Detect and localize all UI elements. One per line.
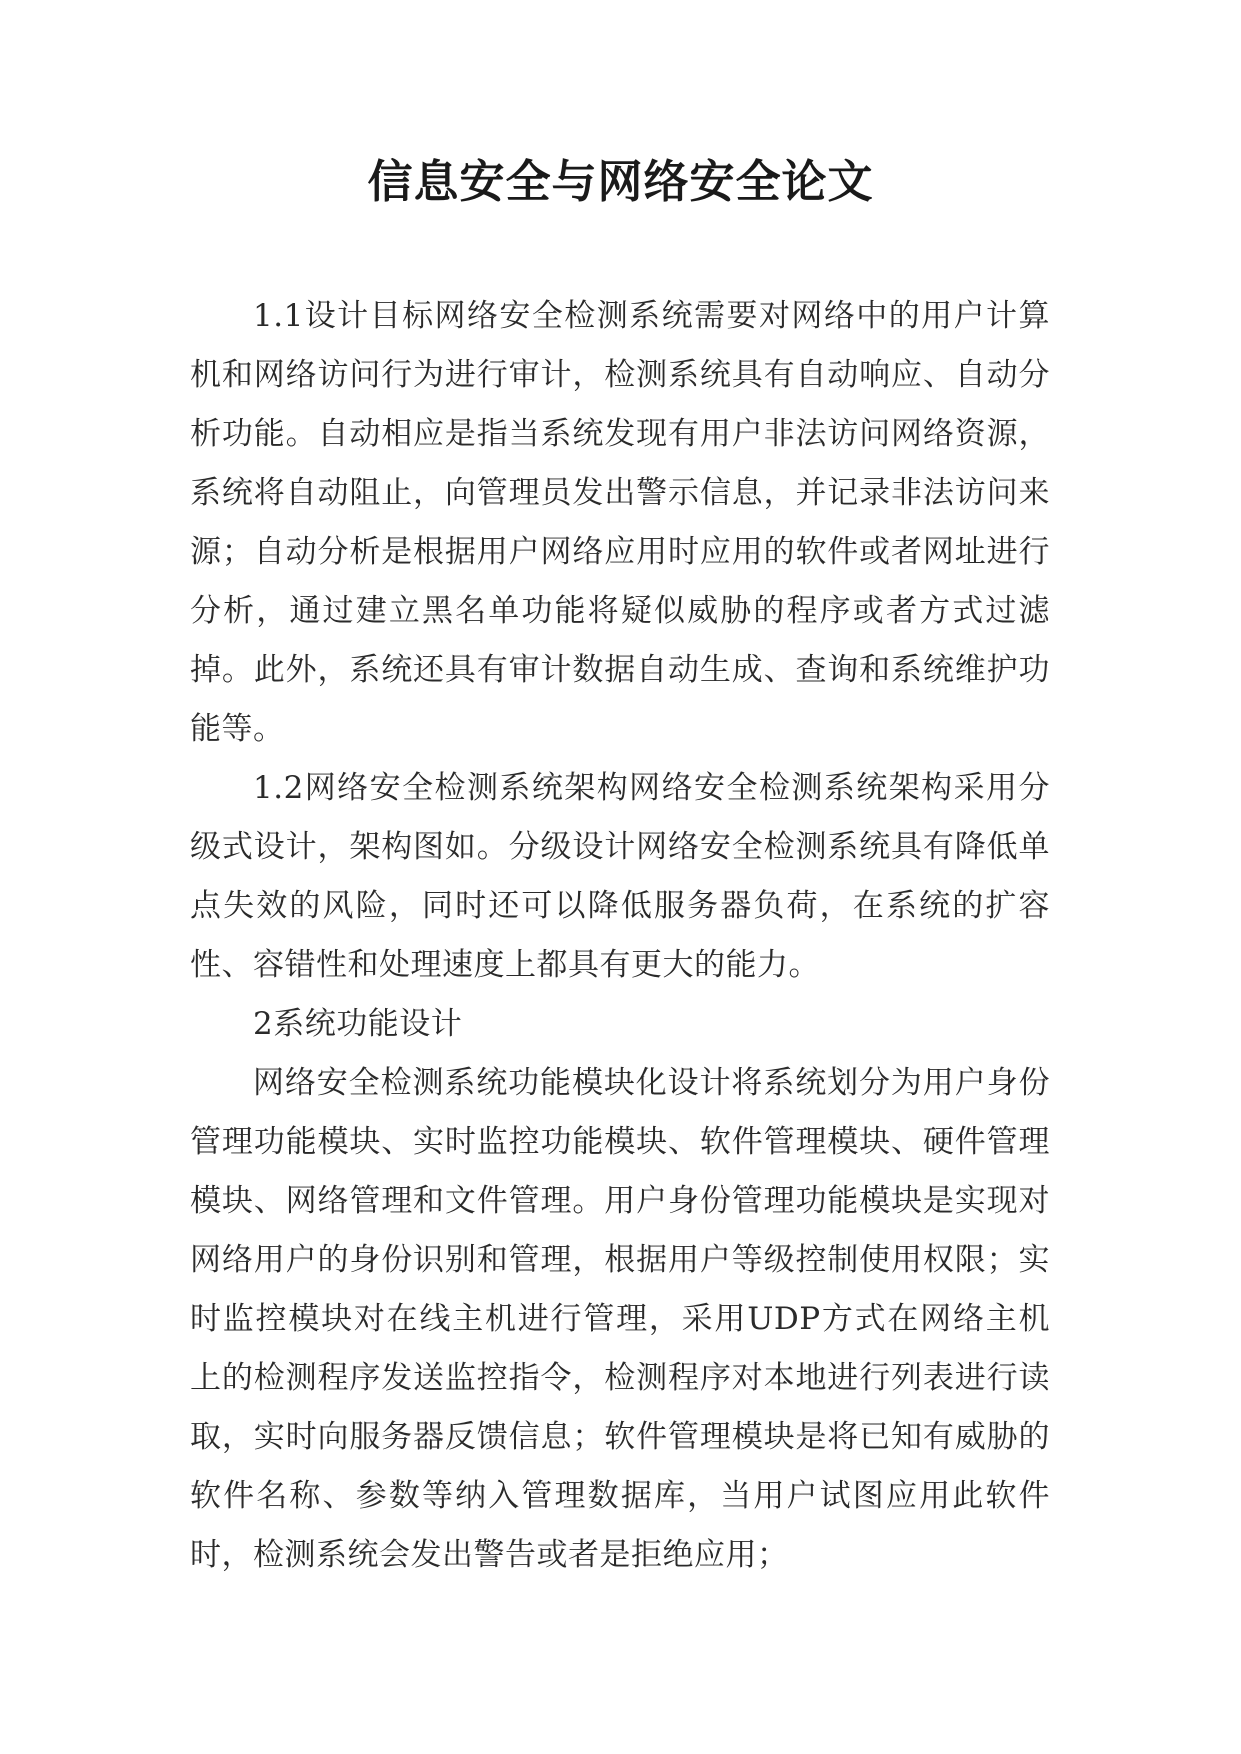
- section-heading-system-function: 2系统功能设计: [253, 1006, 463, 1042]
- paragraph-design-goal: 1.1设计目标网络安全检测系统需要对网络中的用户计算机和网络访问行为进行审计，检测系统具有自动响应、自动分析功能。自动相应是指当系统发现有用户非法访问网络资源，系统将自动阻止，向管理员发出警示信息，并记录非法访问来源；自动分析是根据用户网络应用时应用的软件或者网址进行分析，通过建立黑名单功能将疑似威胁的程序或者方式过滤掉。此外，系统还具有审计数据自动生成、查询和系统维护功能等。: [190, 298, 1050, 747]
- document-body: [190, 287, 1050, 1585]
- paragraph-system-architecture: 1.2网络安全检测系统架构网络安全检测系统架构采用分级式设计，架构图如。分级设计网络安全检测系统具有降低单点失效的风险，同时还可以降低服务器负荷，在系统的扩容性、容错性和处理速度上都具有更大的能力。: [190, 770, 1050, 983]
- paragraph-function-modules: 网络安全检测系统功能模块化设计将系统划分为用户身份管理功能模块、实时监控功能模块、软件管理模块、硬件管理模块、网络管理和文件管理。用户身份管理功能模块是实现对网络用户的身份识别和管理，根据用户等级控制使用权限；实时监控模块对在线主机进行管理，采用UDP方式在网络主机上的检测程序发送监控指令，检测程序对本地进行列表进行读取，实时向服务器反馈信息；软件管理模块是将已知有威胁的软件名称、参数等纳入管理数据库，当用户试图应用此软件时，检测系统会发出警告或者是拒绝应用；: [190, 1065, 1050, 1573]
- document-title: 信息安全与网络安全论文: [367, 155, 874, 208]
